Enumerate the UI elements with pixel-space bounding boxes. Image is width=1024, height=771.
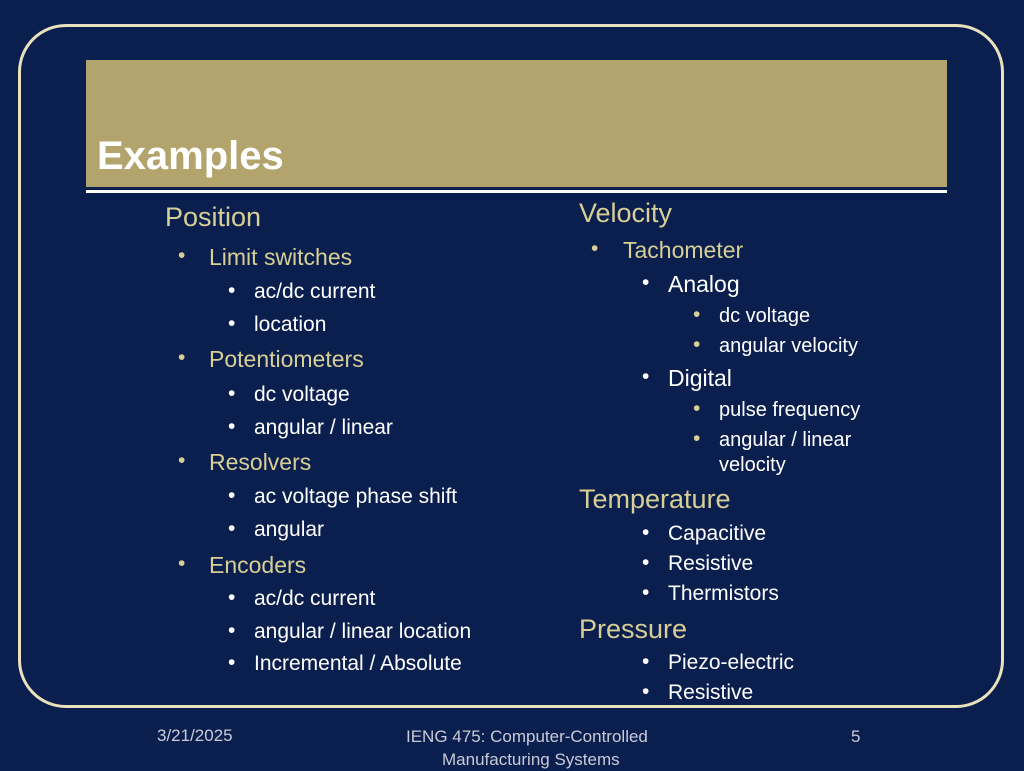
title-divider xyxy=(86,190,947,193)
digital-label: Digital xyxy=(668,365,732,391)
bullet-icon: • xyxy=(178,244,186,267)
bullet-icon: • xyxy=(642,521,650,544)
bullet-icon: • xyxy=(693,397,701,420)
bullet-icon: • xyxy=(693,333,701,356)
bullet-icon: • xyxy=(228,415,236,438)
bullet-icon: • xyxy=(642,680,650,703)
temperature-heading: Temperature xyxy=(579,484,731,514)
slide-title: Examples xyxy=(97,134,284,178)
bullet-icon: • xyxy=(642,271,650,294)
list-item: angular / linear xyxy=(719,429,852,451)
bullet-icon: • xyxy=(642,581,650,604)
bullet-icon: • xyxy=(178,346,186,369)
list-item: ac/dc current xyxy=(254,280,376,303)
resolvers-label: Resolvers xyxy=(209,449,312,475)
potentiometers-label: Potentiometers xyxy=(209,346,364,372)
encoders-label: Encoders xyxy=(209,552,307,578)
pressure-heading: Pressure xyxy=(579,614,688,644)
list-item: dc voltage xyxy=(254,383,350,406)
analog-label: Analog xyxy=(668,271,740,297)
list-item-continuation: velocity xyxy=(719,454,786,476)
limit-switches-label: Limit switches xyxy=(209,244,353,270)
bullet-icon: • xyxy=(642,551,650,574)
list-item: location xyxy=(254,313,327,336)
bullet-icon: • xyxy=(642,650,650,673)
bullet-icon: • xyxy=(228,517,236,540)
list-item: ac voltage phase shift xyxy=(254,485,458,508)
footer-page-number: 5 xyxy=(851,727,861,746)
list-item: angular / linear location xyxy=(254,620,472,643)
list-item: Thermistors xyxy=(668,582,779,605)
bullet-icon: • xyxy=(228,619,236,642)
bullet-icon: • xyxy=(228,651,236,674)
list-item: ac/dc current xyxy=(254,587,376,610)
velocity-heading: Velocity xyxy=(579,198,673,228)
list-item: dc voltage xyxy=(719,305,811,327)
list-item: angular / linear xyxy=(254,416,393,439)
list-item: Resistive xyxy=(668,681,754,704)
position-heading: Position xyxy=(165,202,262,232)
list-item: Capacitive xyxy=(668,522,767,545)
list-item: Resistive xyxy=(668,552,754,575)
bullet-icon: • xyxy=(228,382,236,405)
list-item: angular velocity xyxy=(719,335,858,357)
bullet-icon: • xyxy=(178,449,186,472)
bullet-icon: • xyxy=(693,303,701,326)
list-item: Piezo-electric xyxy=(668,651,795,674)
bullet-icon: • xyxy=(228,312,236,335)
footer-course-subtitle: Manufacturing Systems xyxy=(442,750,620,769)
bullet-icon: • xyxy=(178,552,186,575)
footer-course-title: IENG 475: Computer-Controlled xyxy=(406,727,648,746)
bullet-icon: • xyxy=(228,484,236,507)
list-item: angular xyxy=(254,518,325,541)
bullet-icon: • xyxy=(642,365,650,388)
tachometer-label: Tachometer xyxy=(623,237,744,263)
bullet-icon: • xyxy=(591,237,599,260)
bullet-icon: • xyxy=(228,586,236,609)
bullet-icon: • xyxy=(228,279,236,302)
footer-date: 3/21/2025 xyxy=(157,726,233,745)
list-item: pulse frequency xyxy=(719,399,861,421)
list-item: Incremental / Absolute xyxy=(254,652,462,675)
bullet-icon: • xyxy=(693,427,701,450)
